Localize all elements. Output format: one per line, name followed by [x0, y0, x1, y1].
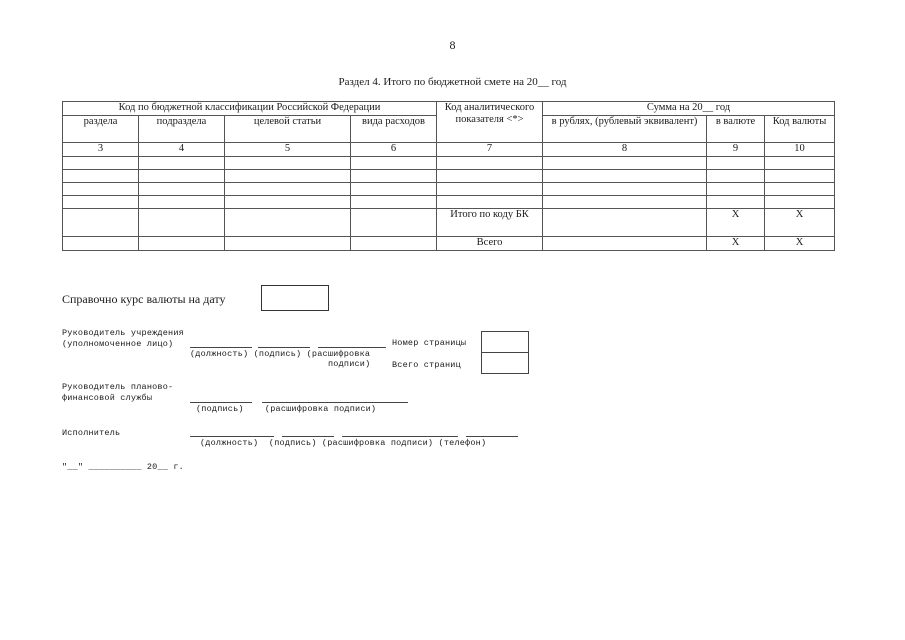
exchange-rate-date-field[interactable]	[261, 285, 329, 311]
header-subsection: подраздела	[139, 116, 225, 143]
column-number: 9	[707, 143, 765, 157]
head-caption-line2: подписи)	[328, 359, 371, 369]
exchange-rate-label: Справочно курс валюты на дату	[62, 292, 226, 306]
finance-signature-line	[190, 402, 252, 403]
x-mark: X	[707, 209, 765, 237]
grand-total-row	[63, 237, 835, 251]
head-position-line	[190, 347, 252, 348]
x-mark: X	[765, 209, 835, 237]
executor-position-line	[190, 436, 274, 437]
grand-total-label: Всего	[437, 237, 543, 251]
head-captions: (должность) (подпись) (расшифровка	[190, 349, 371, 359]
header-section: раздела	[63, 116, 139, 143]
total-by-code-row	[63, 209, 835, 237]
analytic-code-header: Код аналитического показателя <*>	[437, 102, 543, 143]
total-by-code-label: Итого по коду БК	[437, 209, 543, 237]
executor-label: Исполнитель	[62, 428, 121, 438]
header-currency: в валюте	[707, 116, 765, 143]
finance-label-line1: Руководитель планово-	[62, 382, 174, 392]
page-number-field[interactable]	[481, 331, 529, 353]
finance-captions: (подпись) (расшифровка подписи)	[196, 404, 377, 414]
head-label-line2: (уполномоченное лицо)	[62, 339, 174, 349]
header-currency-code: Код валюты	[765, 116, 835, 143]
column-number: 4	[139, 143, 225, 157]
column-number: 8	[543, 143, 707, 157]
executor-name-line	[342, 436, 458, 437]
total-pages-field[interactable]	[481, 352, 529, 374]
budget-table	[62, 101, 835, 251]
table-row	[63, 157, 835, 170]
date-line: "__" __________ 20__ г.	[62, 462, 184, 472]
header-target-article: целевой статьи	[225, 116, 351, 143]
executor-phone-line	[466, 436, 518, 437]
page-number-label: Номер страницы	[392, 338, 467, 348]
page-number: 8	[449, 38, 456, 52]
head-label-line1: Руководитель учреждения	[62, 328, 184, 338]
executor-captions: (должность) (подпись) (расшифровка подписи) (телефон)	[200, 438, 487, 448]
executor-signature-line	[282, 436, 334, 437]
finance-name-line	[262, 402, 408, 403]
table-row	[63, 196, 835, 209]
header-rubles: в рублях, (рублевый эквивалент)	[543, 116, 707, 143]
total-pages-label: Всего страниц	[392, 360, 461, 370]
x-mark: X	[765, 237, 835, 251]
column-number: 6	[351, 143, 437, 157]
sum-header: Сумма на 20__ год	[543, 102, 835, 116]
table-row	[63, 183, 835, 196]
header-expense-type: вида расходов	[351, 116, 437, 143]
column-number: 7	[437, 143, 543, 157]
column-number: 3	[63, 143, 139, 157]
head-signature-line	[258, 347, 310, 348]
head-name-line	[318, 347, 386, 348]
x-mark: X	[707, 237, 765, 251]
table-row	[63, 170, 835, 183]
bk-group-header: Код по бюджетной классификации Российской Федерации	[63, 102, 437, 116]
section-title: Раздел 4. Итого по бюджетной смете на 20__ год	[338, 76, 567, 88]
finance-label-line2: финансовой службы	[62, 393, 153, 403]
column-number: 10	[765, 143, 835, 157]
column-number: 5	[225, 143, 351, 157]
